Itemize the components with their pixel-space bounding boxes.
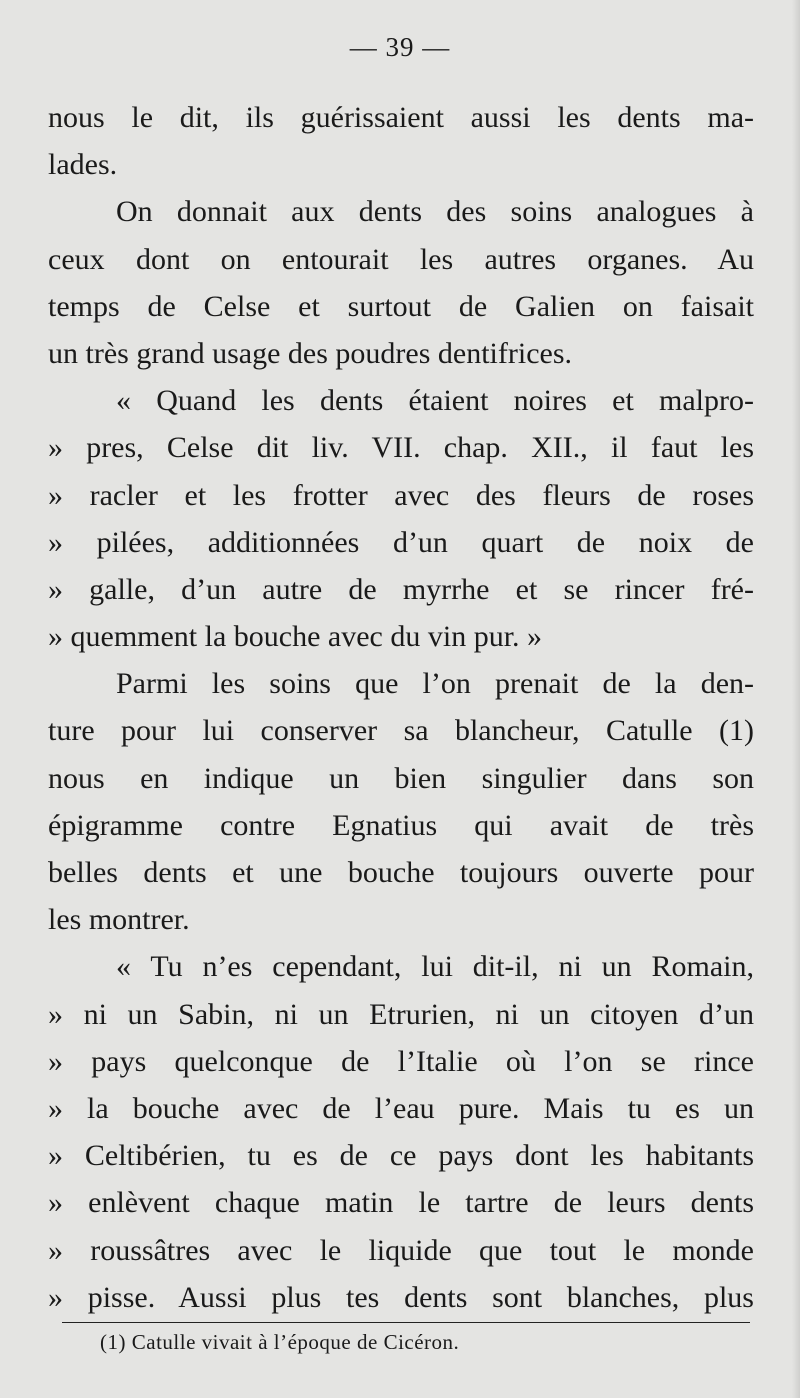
text-line: » quemment la bouche avec du vin pur. »: [48, 620, 543, 654]
text-line: » galle, d’un autre de myrrhe et se rincer fré-: [48, 572, 754, 606]
text-line: ture pour lui conserver sa blancheur, Catulle (1): [48, 714, 754, 748]
text-line: » la bouche avec de l’eau pure. Mais tu es un: [48, 1091, 754, 1125]
text-line: » roussâtres avec le liquide que tout le monde: [48, 1233, 754, 1267]
text-line: lades.: [48, 148, 118, 182]
text-line: les montrer.: [48, 903, 190, 937]
page-edge-shadow: [792, 0, 800, 1398]
text-line: belles dents et une bouche toujours ouverte pour: [48, 856, 754, 889]
body-text: [48, 94, 754, 1321]
text-line: » enlèvent chaque matin le tartre de leurs dents: [48, 1186, 754, 1220]
footnote: (1) Catulle vivait à l’époque de Cicéron.: [100, 1330, 460, 1354]
text-line: Parmi les soins que l’on prenait de la den-: [116, 667, 754, 701]
text-line: nous en indique un bien singulier dans son: [48, 761, 754, 795]
text-line: » pilées, additionnées d’un quart de noix de: [48, 525, 754, 559]
text-line: ceux dont on entourait les autres organes. Au: [48, 242, 754, 276]
text-line: épigramme contre Egnatius qui avait de très: [48, 808, 754, 842]
text-line: » pres, Celse dit liv. VII. chap. XII., il faut les: [48, 431, 754, 465]
text-line: « Quand les dents étaient noires et malpro-: [116, 384, 754, 418]
text-line: » ni un Sabin, ni un Etrurien, ni un citoyen d’un: [48, 997, 754, 1031]
text-line: » racler et les frotter avec des fleurs de roses: [48, 478, 754, 512]
page-number: — 39 —: [349, 32, 451, 62]
text-line: » pays quelconque de l’Italie où l’on se rince: [48, 1044, 754, 1078]
text-line: temps de Celse et surtout de Galien on faisait: [48, 289, 754, 323]
text-line: un très grand usage des poudres dentifrices.: [48, 336, 573, 370]
text-line: On donnait aux dents des soins analogues à: [116, 195, 754, 229]
text-line: » pisse. Aussi plus tes dents sont blanches, plus: [48, 1280, 754, 1314]
footnote-divider: [62, 1322, 750, 1323]
text-line: nous le dit, ils guérissaient aussi les dents ma-: [48, 101, 754, 134]
text-line: » Celtibérien, tu es de ce pays dont les habitants: [48, 1139, 754, 1173]
text-line: « Tu n’es cependant, lui dit-il, ni un Romain,: [116, 950, 754, 984]
